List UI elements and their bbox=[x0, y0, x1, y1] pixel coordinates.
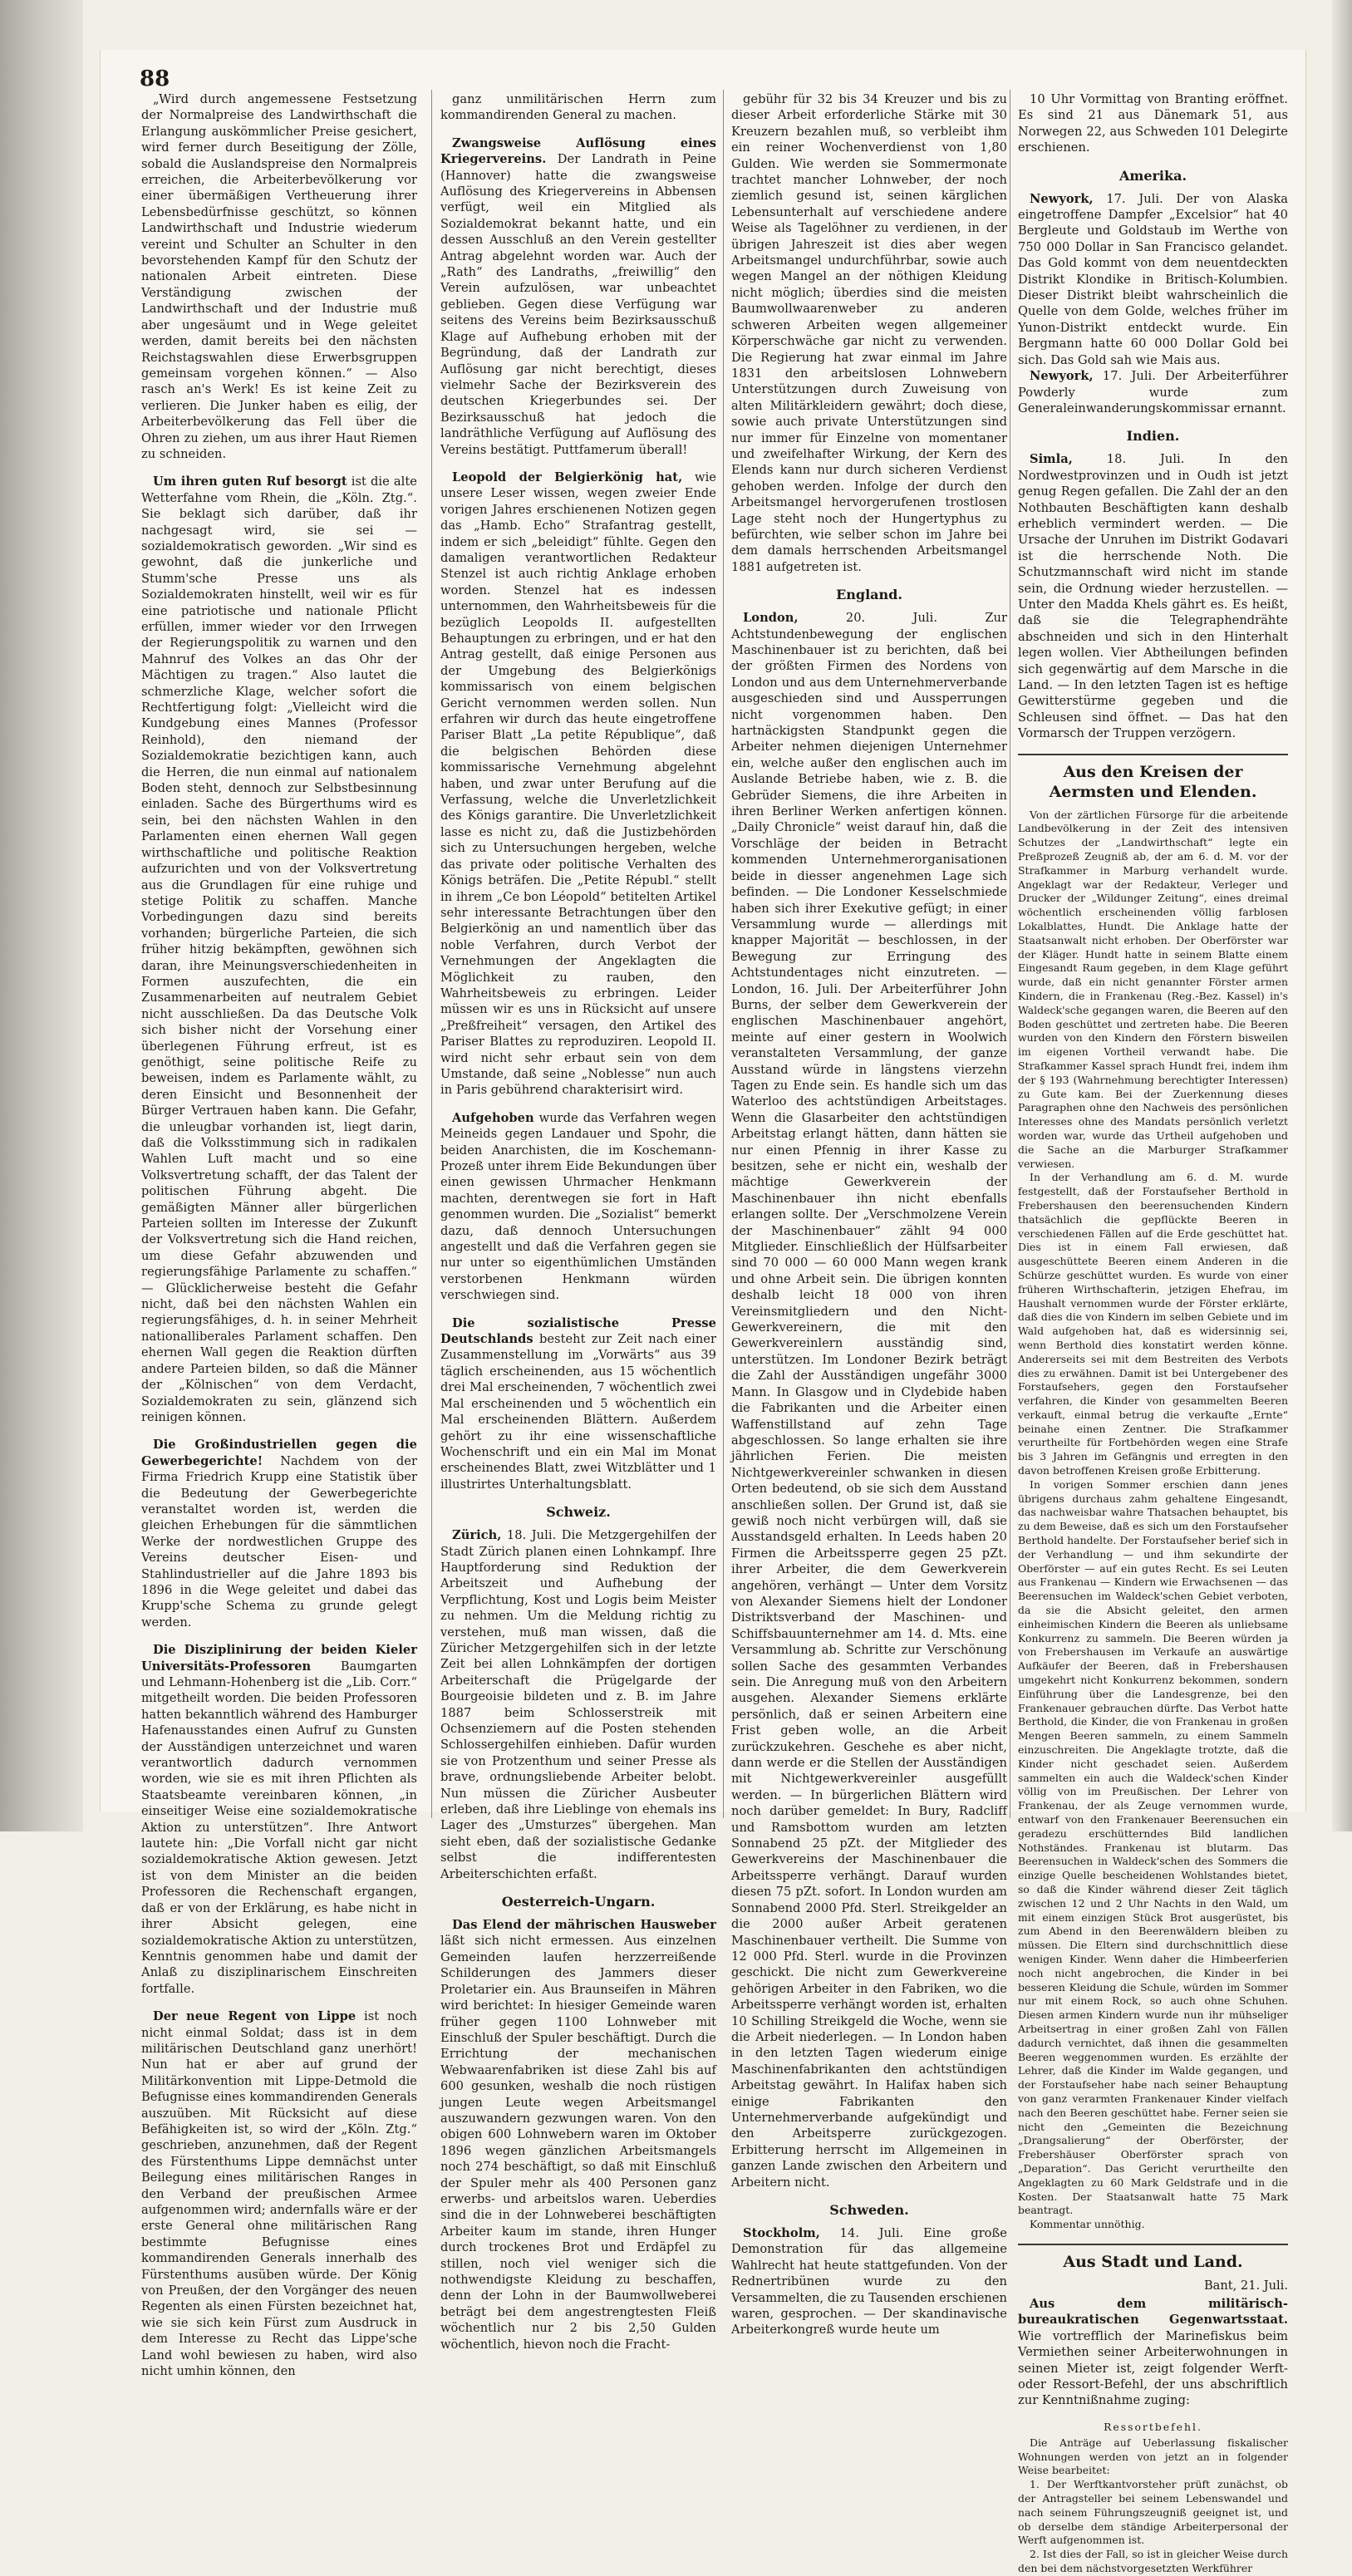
section-heading: Aus Stadt und Land. bbox=[1063, 2252, 1243, 2271]
column-rule bbox=[723, 90, 724, 1818]
lead-phrase: Stockholm, bbox=[743, 2226, 820, 2240]
paragraph bbox=[731, 91, 1007, 575]
lead-phrase: Newyork, bbox=[1030, 369, 1094, 384]
article bbox=[141, 91, 417, 462]
article bbox=[440, 1315, 716, 1492]
paragraph-text: 2. Ist dies der Fall, so ist in gleicher Weise durch den bei dem nächstvorgesetzten Werkführer bbox=[1018, 2548, 1288, 2574]
article bbox=[141, 2008, 417, 2379]
section-rule bbox=[1018, 2244, 1288, 2245]
article bbox=[141, 474, 417, 1425]
paragraph-text: Von der zärtlichen Fürsorge für die arbeitende Landbevölkerung in der Zeit des intensiven Schutzes der „Landwirthschaft“ legte ein Preßprozeß Zeugniß ab, der am 6. d. M. vor der Strafkammer in Marburg verhandelt wurde. Angeklagt war der Redakteur, Verleger und Drucker der „Wildunger Zeitung“, eines dreimal wöchentlich erscheinenden völlig farblosen Lokalblattes, Hundt. Die Anklage hatte der Staatsanwalt nicht erhoben. Der Oberförster war der Kläger. Hundt hatte in seinem Blatte einem Eingesandt Raum gegeben, in dem Klage geführt wurde, daß ein nicht genannter Förster armen Kindern, die in Frankenau (Reg.-Bez. Kassel) in's Waldeck'sche gegangen waren, die Beeren auf den Boden geschüttet und zertreten habe. Die Beeren wurden von den Kindern den Förstern bisweilen im eigenen Vortheil verwandt habe. Die Strafkammer Kassel sprach Hundt frei, indem ihm der § 193 (Wahrnehmung berechtigter Interessen) zu Gute kam. Bei der Zuerkennung dieses Paragraphen ohne den Nachweis des persönlichen Interesses ohne des Mandats persönlich verletzt worden war, wurde das Urtheil aufgehoben und die Sache an die Marburger Strafkammer verwiesen. bbox=[1018, 808, 1288, 1170]
paragraph-text: ist noch nicht einmal Soldat; dass ist in dem militärischen Deutschland ganz unerhört! Nun hat er aber auf grund der Militärkonvention mit Lippe-Detmold die Befugnisse eines kommandirenden Generals auszuüben. Mit Rücksicht auf diese Befähigkeiten ist, so wird der „Köln. Ztg.“ geschrieben, anzunehmen, daß der Regent des Fürstenthums Lippe demnächst unter Beilegung eines militärischen Ranges in den Verband der preußischen Armee aufgenommen wird; andernfalls wäre er der erste General ohne militärischen Rang bestimmte Befugnisse eines kommandirenden Generals innerhalb des Fürstenthums ausüben würde. Der König von Preußen, der den Vorgänger des neuen Regenten als einen Fürsten bezeichnet hat, wie sie sich kein Fürst zum Ausdruck in dem Interesse zu Recht das Lippe'sche Land wohl bewiesen zu haben, wird also nicht umhin können, den bbox=[141, 2009, 417, 2379]
article bbox=[1018, 2244, 1288, 2409]
paragraph bbox=[440, 91, 716, 124]
paragraph-text: ganz unmilitärischen Herrn zum kommandirenden General zu machen. bbox=[440, 92, 716, 123]
paragraph bbox=[1018, 2296, 1288, 2409]
lead-phrase: London, bbox=[743, 611, 799, 626]
paragraph-text: Die Anträge auf Ueberlassung fiskalischer Wohnungen werden von jetzt an in folgender Weise bearbeitet: bbox=[1018, 2436, 1288, 2477]
paragraph bbox=[440, 1917, 716, 2352]
article bbox=[440, 1504, 716, 1882]
paragraph-text: ist die alte Wetterfahne vom Rhein, die „Köln. Ztg.“. Sie beklagt sich darüber, daß ihr nachgesagt wird, sie sei — sozialdemokratisch geworden. „Wir sind es gewohnt, daß die junkerliche und Stumm'sche Presse uns als Sozialdemokraten hinstellt, weil wir es für eine patriotische und nationale Pflicht erfüllen, immer wieder vor den Irrwegen der Regierungspolitik zu warnen und den Mahnruf des Volkes an das Ohr der Mächtigen zu tragen.“ Also lautet die schmerzliche Klage, welcher sofort die Rechtfertigung folgt: „Vielleicht wird die Kundgebung eines Mannes (Professor Reinhold), den niemand der Sozialdemokratie bezichtigen kann, auch die Herren, die nun einmal auf nationalem Boden steht, dennoch zur Selbstbesinnung einladen. Sache des Bürgerthums wird es sein, bei den nächsten Wahlen in den Parlamenten einen ehernen Wall gegen wirthschaftliche und politische Reaktion aufzurichten und von der Volksvertretung aus die Grundlagen für eine ruhige und stetige Politik zu schaffen. Manche Vorbedingungen dazu sind bereits vorhanden; bürgerliche Parteien, die sich früher hitzig bekämpften, gewöhnen sich daran, ihre Meinungsverschiedenheiten in Formen auszufechten, die ein Zusammenarbeiten auf neutralem Gebiet nicht ausschließen. Da das Deutsche Volk sich bisher nicht der Vorsehung einer überlegenen Führung erfreut, ist es genöthigt, seine politische Reife zu beweisen, indem es Parlamente wählt, zu deren Einsicht und Besonnenheit der Bürger Vertrauen haben kann. Die Gefahr, die unleugbar vorhanden ist, liegt darin, daß die Volksstimmung sich in radikalen Wahlen Luft macht und so eine Volksvertretung schafft, der das Talent der politischen Führung abgeht. Die gemäßigten Männer aller bürgerlichen Parteien sollten im Interesse der Zukunft der Volksvertretung sich die Hand reichen, um diese Gefahr abzuwenden und regierungsfähige Parlamente zu schaffen.“ — Glücklicherweise besteht die Gefahr nicht, daß bei den nächsten Wahlen ein regierungsfähiges, d. h. in seiner Mehrheit nationalliberales Parlament schaffen. Den ehernen Wall gegen die Reaktion dürften andere Parteien bilden, so daß die Männer der „Kölnischen“ von dem Verdacht, Sozialdemokraten zu sein, glänzend sich reinigen können. bbox=[141, 474, 417, 1424]
paragraph bbox=[141, 2008, 417, 2379]
lead-phrase: Der neue Regent von Lippe bbox=[153, 2009, 356, 2024]
article-heading: Indien. bbox=[1126, 428, 1180, 445]
article bbox=[1018, 754, 1288, 2232]
dateline: Bant, 21. Juli. bbox=[1203, 2278, 1288, 2293]
paragraph bbox=[141, 91, 417, 462]
lead-phrase: Aus dem militärisch-bureaukratischen Gegenwartsstaat. bbox=[1018, 2296, 1288, 2328]
paragraph bbox=[440, 135, 716, 458]
article bbox=[440, 1110, 716, 1304]
article bbox=[440, 1894, 716, 2352]
lead-phrase: Die sozialistische Presse Deutschlands bbox=[440, 1315, 716, 1347]
paragraph-text: Wie vortrefflich der Marinefiskus beim Vermiethen seiner Arbeiterwohnungen in seinen Mieter ist, zeigt folgender Werft- oder Ressort-Befehl, der uns abschriftlich zur Kenntnißnahme zuging: bbox=[1018, 2328, 1288, 2408]
article-heading: England. bbox=[836, 587, 902, 603]
paragraph-text: In der Verhandlung am 6. d. M. wurde festgestellt, daß der Forstaufseher Berthold in Frebershausen den beerensuchenden Kindern thatsächlich die gepflückte Beeren in verschiedenen Fällen auf die Erde geschüttet hat. Dies ist in einem Fall erwiesen, daß ausgeschüttete Beeren einem Anderen in die Schürze geschüttet wurden. Es wurde von einer früheren Wirthschafterin, jetzigen Ehefrau, im Haushalt vernommen wurde der Förster erklärte, daß dies die von Kindern im selben Gebiete und im Wald aufgehoben hat, daß es widersinnig sei, wenn Berthold dies konstatirt werden könne. Andererseits sei mit dem Bestreiten des Verbots dies zu erwähnen. Damit ist bei Untergebener des Forstaufsehers, gegen den Forstaufseher verfahren, die Kinder von gesammelten Beeren verkauft, einmal betrug die verkaufte „Ernte“ beinahe einen Zentner. Die Strafkammer verurtheilte für Fortbehörden wegen eine Strafe bis 3 Jahren im Gefängnis und erregten in den davon betroffenen Kreisen große Erbitterung. bbox=[1018, 1171, 1288, 1477]
page-edge bbox=[1332, 0, 1352, 1831]
paragraph bbox=[141, 1642, 417, 1997]
article bbox=[1018, 2421, 1288, 2576]
article bbox=[731, 2202, 1007, 2338]
page-number: 88 bbox=[140, 66, 170, 91]
paragraph bbox=[440, 1527, 716, 1882]
paragraph-text: 10 Uhr Vormittag von Branting eröffnet. Es sind 21 aus Dänemark 51, aus Norwegen 22, aus Schweden 101 Delegirte erschienen. bbox=[1018, 92, 1288, 155]
paragraph-text: wurde das Verfahren wegen Meineids gegen Landauer und Spohr, die beiden Anarchisten, die im Koschemann-Prozeß unter ihrem Eide Bekundungen über einen gewissen Uhrmacher Henkmann machten, derentwegen sie fort in Haft genommen wurden. Die „Sozialist“ bemerkt dazu, daß dennoch Untersuchungen angestellt und daß die Verfahren gegen sie nur unter so eigenthümlichen Umständen verstorbenen Henkmann würden verschwiegen sind. bbox=[440, 1110, 716, 1303]
paragraph bbox=[1018, 191, 1288, 368]
paragraph bbox=[1018, 451, 1288, 741]
paragraph bbox=[1018, 2436, 1288, 2478]
paragraph bbox=[1018, 1171, 1288, 1478]
section-rule bbox=[1018, 754, 1288, 755]
lead-phrase: Die Disziplinirung der beiden Kieler Universitäts-Professoren bbox=[141, 1643, 417, 1674]
column-4 bbox=[1018, 91, 1288, 2574]
paragraph-text: 18. Juli. Die Metzgergehilfen der Stadt Zürich planen einen Lohnkampf. Ihre Hauptforderung sind Reduktion der Arbeitszeit und Aufhebung der Verpflichtung, Kost und Logis beim Meister zu nehmen. Um die Meldung richtig zu verstehen, muß man wissen, daß die Züricher Metzgergehilfen sich in der letzte Zeit bei allen Lohnkämpfen der dortigen Arbeiterschaft die Prügelgarde der Bourgeoisie bildeten und z. B. im Jahre 1887 beim Schlosserstreik mit Ochsenziemern auf die Posten stehenden Schlossergehilfen einhieben. Dafür wurden sie von Protzenthum und seiner Presse als brave, ordnungsliebende Arbeiter belobt. Nun müssen die Züricher Ausbeuter erleben, daß ihre Lieblinge von ehemals ins Lager des „Umsturzes“ übergehen. Man sieht eben, daß der sozialistische Gedanke selbst die indifferentesten Arbeiterschichten erfaßt. bbox=[440, 1528, 716, 1881]
article bbox=[440, 135, 716, 458]
paragraph-text: 20. Juli. Zur Achtstundenbewegung der englischen Maschinenbauer ist zu berichten, daß bei der größten Firmen des Nordens von London und aus dem Unternehmerverbande ausgeschieden sind und Aussperrungen nicht vorgenommen haben. Den hartnäckigsten Standpunkt gegen die Arbeiter nehmen diejenigen Unternehmer ein, welche außer den englischen auch im Auslande Betriebe haben, wie z. B. die Gebrüder Siemens, die ihre Arbeiten in ihren Berliner Werken anfertigen können. „Daily Chronicle“ weist darauf hin, daß die Vorschläge der beiden in Betracht kommenden Unternehmerorganisationen beide in diesser angenehmen Lage sich befinden. — Die Londoner Kesselschmiede haben sich ihrer Exekutive gefügt; in einer Versammlung wurde — allerdings mit knapper Majorität — beschlossen, in der Bewegung zur Erringung des Achtstundentages nicht einzutreten. — London, 16. Juli. Der Arbeiterführer John Burns, der selber dem Gewerkverein der englischen Maschinenbauer angehört, meinte auf einer gestern in Woolwich veranstalteten Versammlung, der ganze Ausstand würde in längstens vierzehn Tagen zu Ende sein. Es handle sich um das Waterloo des achtstündigen Arbeitstages. Wenn die Glasarbeiter den achtstündigen Arbeitstag erlangt hätten, dann hätten sie nur einen Pfennig in ihrer Kasse zu besitzen, sehe er nicht ein, weshalb der mächtige Gewerkverein der Maschinenbauer ihn nicht ebenfalls erlangen sollte. Der „Verschmolzene Verein der Maschinenbauer“ zählt 94 000 Mitglieder. Einschließlich der Hülfsarbeiter sind 70 000 — 60 000 Mann wegen krank und ohne Arbeit sein. Die übrigen konnten deshalb leicht 18 000 von ihren Vereinsmitgliedern und den Nicht-Gewerkvereinern, die mit den Gewerkvereinlern ausständig sind, unterstützen. Im Londoner Bezirk beträgt die Zahl der Ausständigen ungefähr 3000 Mann. In Glasgow und in Clydebide haben die Fabrikanten und die Arbeiter einen Waffenstillstand auf zehn Tage abgeschlossen. So lange erhalten sie ihre jährlichen Ferien. Die meisten Nichtgewerkvereinler schwanken in diesen Orten bedeutend, ob sie sich dem Ausstand anschließen sollen. Der Grund ist, daß sie gewiß noch nicht verbürgen will, daß sie Ausstandsgeld erhalten. In Leeds haben 20 Firmen die Arbeitssperre gegen 25 pZt. ihrer Arbeiter, die dem Gewerkverein angehören, verhängt — Unter dem Vorsitz von Alexander Siemens hielt der Londoner Distriktsverband der Maschinen- und Schiffsbauunternehmer am 14. d. Mts. eine Versammlung ab. Schritte zur Verschönung sollen Sache des gesammten Verbandes sein. Die Anregung muß von den Arbeitern ausgehen. Alexander Siemens erklärte persönlich, daß er seinen Arbeitern eine Frist geben wolle, an die Arbeit zurückzukehren. Geschehe es aber nicht, dann werde er die Stellen der Ausständigen mit Nichtgewerkvereinler ausgefüllt werden. — In bürgerlichen Blättern wird noch darüber gemeldet: In Bury, Radcliff und Ramsbottom wurden am letzten Sonnabend 25 pZt. der Mitglieder des Gewerkvereins der Maschinenbauer die Arbeitssperre verhängt. Darauf wurden diesen 75 pZt. sofort. In London wurden am Sonnabend 2000 Pfd. Sterl. Streikgelder an die 2000 außer Arbeit geratenen Maschinenbauer vertheilt. Die Summe von 12 000 Pfd. Sterl. wurde in die Provinzen geschickt. Die nicht zum Gewerkvereine gehörigen Arbeiter in den Fabriken, wo die Arbeitssperre verhängt worden ist, erhalten 10 Schilling Streikgeld die Woche, wenn sie die Arbeit niederlegen. — In London haben in den letzten Tagen wiederum einige Maschinenfabrikanten den achtstündigen Arbeitstag gewährt. In Halifax haben sich einige Fabrikanten den Unternehmerverbande aufgekündigt und den Arbeitsperre zurückgezogen. Erbitterung herrscht im Allgemeinen in ganzen Lande zwischen den Arbeitern und Arbeitern nicht. bbox=[731, 611, 1007, 2190]
paragraph-text: 17. Juli. Der von Alaska eingetroffene Dampfer „Excelsior“ hat 40 Bergleute und Goldstaub im Werthe von 750 000 Dollar in San Francisco gelandet. Das Gold kommt von dem neuentdeckten Distrikt Klondike in Britisch-Kolumbien. Dieser Distrikt bleibt wahrscheinlich die Quelle von dem Golde, welches früher im Yunon-Distrikt entdeckt wurde. Ein Bergmann hatte 60 000 Dollar Gold bei sich. Das Gold sah wie Mais aus. bbox=[1018, 191, 1288, 367]
lead-phrase: Newyork, bbox=[1030, 191, 1094, 206]
paragraph-text: 18. Juli. In den Nordwestprovinzen und in Oudh ist jetzt genug Regen gefallen. Die Zahl der an den Nothbauten Beschäftigten kann deshalb erheblich vermindert werden. — Die Ursache der Unruhen im Distrikt Godavari ist die herrschende Noth. Die Schutzmannschaft wird nicht im stande sein, die Ordnung wieder herzustellen. — Unter den Madda Khels gährt es. Es heißt, daß sie die Telegraphendrähte abschneiden und sich in den Hinterhalt legen wollen. Vier Abtheilungen befinden sich gegenwärtig auf dem Marsche in die Land. — In den letzten Tagen ist es heftige Gewitterstürme gegeben und die Schleusen sind öffnet. — Das hat den Vormarsch der Truppen verzögern. bbox=[1018, 452, 1288, 741]
paragraph bbox=[1018, 809, 1288, 1172]
paragraph-text: besteht zur Zeit nach einer Zusammenstellung im „Vorwärts“ aus 39 täglich erscheinenden, aus 15 wöchentlich drei Mal erscheinenden, 7 wöchentlich zwei Mal erscheinenden und 5 wöchentlich ein Mal erscheinenden Blättern. Außerdem gehört zu ihr eine wissenschaftliche Wochenschrift und ein ein Mal im Monat erscheinendes Blatt, zwei Witzblätter und 1 illustrirtes Unterhaltungsblatt. bbox=[440, 1332, 716, 1492]
paragraph-text: Kommentar unnöthig. bbox=[1030, 2218, 1145, 2231]
article bbox=[1018, 91, 1288, 156]
paragraph-text: Nachdem von der Firma Friedrich Krupp eine Statistik über die Bedeutung der Gewerbegerichte veranstaltet worden ist, werden die gleichen Erhebungen für die sämmtlichen Werke der nordwestlichen Gruppe des Vereins deutscher Eisen- und Stahlindustrieller auf die Jahre 1893 bis 1896 in die Wege geleitet und dabei das Krupp'sche Schema zu grunde gelegt werden. bbox=[141, 1453, 417, 1630]
article-heading: Oesterreich-Ungarn. bbox=[501, 1894, 656, 1910]
paragraph-text: 14. Juli. Eine große Demonstration für das allgemeine Wahlrecht hat heute stattgefunden. Von der Rednertribünen wurde zu den Versammelten, die zu Tausenden erschienen waren, gesprochen. — Der skandinavische Arbeiterkongreß wurde heute um bbox=[731, 2226, 1007, 2338]
lead-phrase: Leopold der Belgierkönig hat, bbox=[452, 469, 683, 484]
paragraph-text: läßt sich nicht ermessen. Aus einzelnen Gemeinden laufen herzzerreißende Schilderungen des Jammers dieser Proletarier ein. Aus Braunseifen in Mähren wird berichtet: In hiesiger Gemeinde waren früher gegen 1100 Lohnweber mit Einschluß der Spuler beschäftigt. Durch die Errichtung der mechanischen Webwaarenfabriken ist diese Zahl bis auf 600 gesunken, weshalb die noch rüstigen jungen Leute wegen Arbeitsmangel auszuwandern gezwungen waren. Von den obigen 600 Lohnwebern waren im Oktober 1896 wegen gänzlichen Arbeitsmangels noch 274 beschäftigt, so daß mit Einschluß der Spuler mehr als 400 Personen ganz erwerbs- und arbeitslos waren. Ueberdies sind die in der Lohnweberei beschäftigten Arbeiter kaum im stande, ihren Hunger durch trockenes Brot und Erdäpfel zu stillen, noch viel weniger sich die nothwendigste Kleidung zu beschaffen, denn der Lohn in der Baumwollweberei beträgt bei dem angestrengtesten Fleiß wöchentlich nur 2 bis 2,50 Gulden wöchentlich, hievon noch die Fracht- bbox=[440, 1934, 716, 2352]
paragraph-text: Baumgarten und Lehmann-Hohenberg ist die „Lib. Corr.“ mitgetheilt worden. Die beiden Professoren hatten bekanntlich während des Hamburger Hafenausstandes einen Aufruf zu Gunsten der Ausständigen unterzeichnet und waren verantwortlich dadurch vernommen worden, wie sie es mit ihren Pflichten als Staatsbeamte vereinbaren können, „in einseitiger Weise eine sozialdemokratische Aktion zu unterstützen“. Ihre Antwort lautete hin: „Die Vorfall nicht gar nicht sozialdemokratische Aktion gewesen. Jetzt ist von dem Minister an die beiden Professoren die Rechenschaft ergangen, daß er von der Erklärung, es habe nicht in ihrer Absicht gelegen, eine sozialdemokratische Aktion zu unterstützen, Kenntnis genommen habe und damit der Anlaß zu disziplinarischem Einschreiten fortfalle. bbox=[141, 1659, 417, 1996]
paragraph bbox=[1018, 2218, 1288, 2232]
lead-phrase: Aufgehoben bbox=[452, 1110, 534, 1125]
paragraph bbox=[1018, 91, 1288, 156]
paragraph bbox=[1018, 368, 1288, 416]
paragraph-text: In vorigen Sommer erschien dann jenes übrigens durchaus zahm gehaltene Eingesandt, das nachweisbar wahre Thatsachen behauptet, bis zu dem Beweise, daß es sich um den Forstaufseher Berthold handelte. Der Forstaufseher berief sich in der Verhandlung — und ihm sekundirte der Oberförster — auf ein gutes Recht. Es sei Leuten aus Frankenau — Kindern wie Erwachsenen — das Beerensuchen im Waldeck'schen Gebiet verboten, da sie die Absicht geleitet, den armen einheimischen Kindern die Beeren als unliebsame Konkurrenz zu sammeln. Die Beeren würden ja von Frebershausen im Verkaufe an auswärtige Aufkäufer der Beeren, daß in Frebershausen umgekehrt nicht Konkurrenz bekommen, sondern Einführung über die Landesgrenze, bei den Frankenauer gebrauchen dürfte. Das Verbot hatte Berthold, die Kinder, die von Frankenau in großen Mengen Beeren sammeln, zu einem Sammeln einzuschreiten. Die Angeklagte trotzte, daß die Kinder nicht geschadet seien. Außerdem sammelten ein auch die Waldeck'schen Kinder völlig von im Preußischen. Der Lehrer von Frankenau, der als Zeuge vernommen wurde, entwarf von den Frankenauer Beerensuchen ein geradezu erschütterndes Bild landlichen Nothständes. Frankenau ist blutarm. Das Beerensuchen in Waldeck'schen des Sommers die einzige Quelle bescheidenen Wohlstandes bietet, so daß die Kinder während dieser Zeit täglich zwischen 12 und 2 Uhr Nachts in den Wald, um mit einem einzigen Stück Brot ausgerüstet, bis zum Abend in den Beerenwäldern bleiben zu müssen. Die Eltern sind durchschnittlich diese wenigen Kinder. Wenn daher die Himbeerferien noch nicht angebrochen, die Kinder in bei besseren Kleidung die Schule, würden im Sommer nur mit einem Rock, so auch ohne Schuhen. Diesen armen Kindern wurde nun ihr mühseliger Arbeitsertrag in einer großen Zahl von Fällen dadurch vernichtet, daß ihnen die gesammelten Beeren weggenommen wurden. Es erzählte der Lehrer, daß die Kinder im Walde gegangen, und der Forstaufseher habe nach seiner Behauptung von ganz verarmten Frankenauer Kinder vielfach nach den Beeren geschüttet habe. Ferner seien sie nicht den „Gemeinten die Bezeichnung „Drangsalierung“ der Oberförster, der Frebershäuser Oberförster sprach von „Deparation“. Das Gericht verurtheilte den Angeklagten zu 60 Mark Geldstrafe und in die Kosten. Der Staatsanwalt hatte 75 Mark beantragt. bbox=[1018, 1477, 1288, 2217]
article bbox=[440, 469, 716, 1099]
article bbox=[1018, 168, 1288, 417]
lead-phrase: Die Großindustriellen gegen die Gewerbegerichte! bbox=[141, 1438, 417, 1468]
paragraph bbox=[440, 1315, 716, 1492]
paragraph bbox=[440, 469, 716, 1099]
paragraph-text: gebühr für 32 bis 34 Kreuzer und bis zu dieser Arbeit erforderliche Stärke mit 30 Kreuzern bezahlen muß, so verbleibt ihm ein reiner Wochenverdienst von 1,80 Gulden. Wie werden sie Sommermonate trachtet mancher Lohnweber, der noch ziemlich gesund ist, seinen kärglichen Lebensunterhalt auf verschiedene andere Weise als Tagelöhner zu verdienen, in der übrigen Jahreszeit ist dies aber wegen Arbeitsmangel undurchführbar, sowie auch wegen Mangel an der nöthigen Kleidung nicht möglich; überdies sind die meisten Baumwollwaarenweber zu anderen schweren Arbeiten wegen allgemeiner Körperschwäche gar nicht zu verwenden. Die Regierung hat zwar einmal im Jahre 1831 den arbeitslosen Lohnwebern Unterstützungen durch Zuweisung von alten Militärkleidern gewährt; doch diese, sowie auch private Unterstützungen sind nur immer für Einzelne von momentaner und zweifelhafter Wirkung, der Kern des Elends kann nur durch sicheren Verdienst gehoben werden. Infolge der durch den Arbeitsmangel hervorgerufenen trostlosen Lage steht noch der Hungertyphus zu befürchten, wie selber schon im Jahre bei dem damals herrschenden Arbeitsmangel 1881 aufgetreten ist. bbox=[731, 92, 1007, 574]
paragraph bbox=[1018, 1478, 1288, 2218]
paragraph-text: 17. Juli. Der Arbeiterführer Powderly wurde zum Generaleinwanderungskommissar ernannt. bbox=[1018, 369, 1288, 415]
article-heading: Amerika. bbox=[1118, 167, 1187, 184]
article bbox=[1018, 428, 1288, 741]
paragraph bbox=[731, 610, 1007, 2190]
section-heading: Aus den Kreisen der Aermsten und Elenden. bbox=[1049, 762, 1257, 801]
article bbox=[440, 91, 716, 124]
paragraph-text: „Wird durch angemessene Festsetzung der Normalpreise des Landwirthschaft die Erlangung auskömmlicher Preise gesichert, wird ferner durch Beseitigung der Zölle, sobald die Auslandspreise den Normalpreis erreichen, die Arbeiterbevölkerung vor einer übermäßigen Vertheuerung ihrer Lebensbedürfnisse geschützt, so können Landwirthschaft und Industrie wiederum vereint und Schulter an Schulter in den bevorstehenden Kampf für den Schutz der nationalen Arbeit eintreten. Diese Verständigung zwischen der Landwirthschaft und der Industrie muß aber ungesäumt und in Wege geleitet werden, damit bereits bei den nächsten Reichstagswahlen diese Erwerbsgruppen gemeinsam vorgehen können.“ — Also rasch an's Werk! Es ist keine Zeit zu verlieren. Die Junker haben es eilig, der Arbeiterbevölkerung das Fell über die Ohren zu ziehen, um aus ihrer Haut Riemen zu schneiden. bbox=[141, 92, 417, 461]
paragraph-text: Der Landrath in Peine (Hannover) hatte die zwangsweise Auflösung des Kriegervereins in Abbensen verfügt, weil ein Mitglied als Sozialdemokrat bekannt hatte, und ein dessen Ausschluß an den Verein gestellter Antrag abgelehnt worden war. Auch der „Rath“ des Landraths, „freiwillig“ den Verein aufzulösen, war unbeachtet geblieben. Gegen diese Verfügung war seitens des Vereins beim Bezirksausschuß Klage auf Aufhebung erhoben mit der Begründung, daß der Landrath zur Auflösung gar nicht berechtigt, dieses vielmehr Sache der Bezirksverein des deutschen Kriegerbundes sei. Der Bezirksausschuß hat jedoch die landräthliche Verfügung auf Auflösung des Vereins bestätigt. Puttfamerum überall! bbox=[440, 152, 716, 457]
lead-phrase: Zürich, bbox=[452, 1528, 502, 1543]
paragraph bbox=[141, 474, 417, 1425]
article-heading: Schweiz. bbox=[546, 1504, 611, 1521]
article bbox=[141, 1437, 417, 1630]
lead-phrase: Simla, bbox=[1030, 452, 1073, 467]
paragraph bbox=[141, 1437, 417, 1630]
paragraph bbox=[1018, 2548, 1288, 2576]
lead-phrase: Das Elend der mährischen Hausweber bbox=[452, 1918, 716, 1933]
article bbox=[731, 91, 1007, 575]
column-rule bbox=[431, 90, 432, 1818]
column-3 bbox=[731, 91, 1007, 2338]
column-2 bbox=[440, 91, 716, 2352]
paragraph-text: wie unsere Leser wissen, wegen zweier Ende vorigen Jahres erschienenen Notizen gegen das „Hamb. Echo“ Strafantrag gestellt, indem er sich „beleidigt“ fühlte. Gegen den damaligen verantwortlichen Redakteur Stenzel ist auch richtig Anklage erhoben worden. Stenzel hat es indessen unternommen, den Wahrheitsbeweis für die bezüglich Leopolds II. aufgestellten Behauptungen zu erbringen, und er hat den Antrag gestellt, daß einige Personen aus der Umgebung des Belgierkönigs kommissarisch von einem belgischen Gericht vernommen werden sollen. Nun erfahren wir durch das heute eingetroffene Pariser Blatt „La petite République“, daß die belgischen Behörden diese kommissarische Vernehmung abgelehnt haben, und zwar unter Berufung auf die Verfassung, welche die Unverletzlichkeit des Königs garantire. Die Unverletzlichkeit lasse es nicht zu, daß die Justizbehörden sich zu Untersuchungen hergeben, welche das private oder politische Verhalten des Königs beträfen. Die „Petite Républ.“ stellt in ihrem „Ce bon Léopold“ betitelten Artikel sehr interessante Betrachtungen über den Belgierkönig an und namentlich über das noble Verfahren, durch Verbot der Vernehmungen der Angeklagten die Möglichkeit zu rauben, den Wahrheitsbeweis zu erbringen. Leider müssen wir es uns in Rücksicht auf unsere „Preßfreiheit“ versagen, den Artikel des Pariser Blattes zu reproduziren. Leopold II. wird nicht sehr erbaut sein von dem Umstande, daß seine „Noblesse“ nun auch in Paris gebührend charakterisirt wird. bbox=[440, 469, 716, 1098]
lead-phrase: Um ihren guten Ruf besorgt bbox=[153, 474, 347, 489]
article-heading: Schweden. bbox=[829, 2202, 909, 2218]
paragraph bbox=[1018, 2478, 1288, 2548]
binding-shadow bbox=[0, 0, 83, 1831]
paragraph-text: 1. Der Werftkantvorsteher prüft zunächst, ob der Antragsteller bei seinem Lebenswandel und nach seinem Führungszeugniß geeignet ist, und ob derselbe dem ständige Arbeiterpersonal der Werft aufgenommen ist. bbox=[1018, 2478, 1288, 2547]
article-subheading: Ressortbefehl. bbox=[1104, 2420, 1202, 2433]
article bbox=[731, 587, 1007, 2190]
article bbox=[141, 1642, 417, 1997]
paragraph bbox=[731, 2225, 1007, 2338]
column-1 bbox=[141, 91, 417, 2379]
paragraph bbox=[440, 1110, 716, 1304]
lead-phrase: Zwangsweise Auflösung eines Kriegervereins. bbox=[440, 135, 716, 167]
